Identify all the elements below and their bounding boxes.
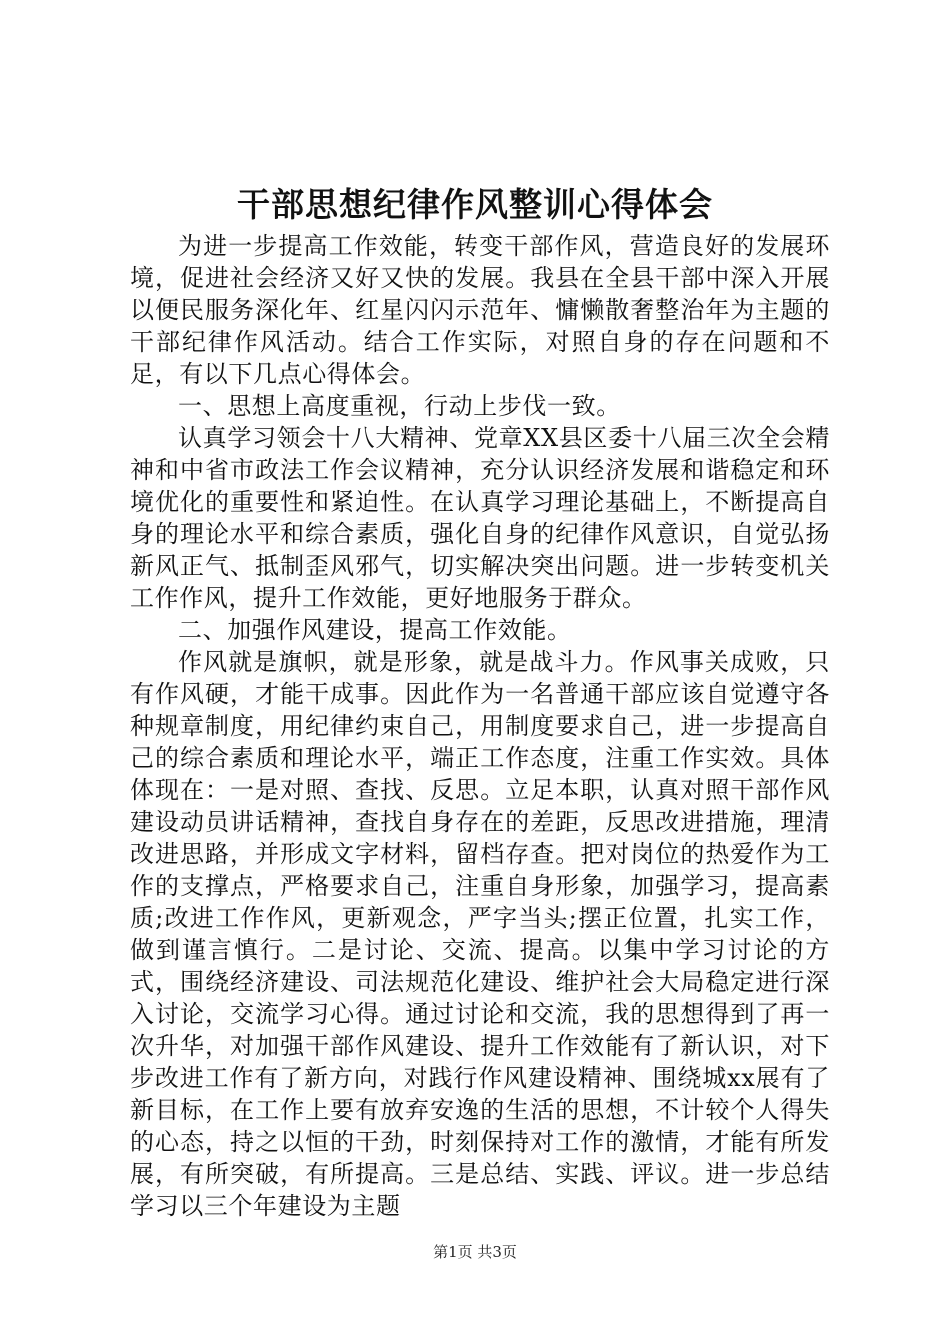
page-number: 第1页 共3页 — [433, 1243, 517, 1261]
section-heading-2: 二、加强作风建设，提高工作效能。 — [178, 616, 572, 644]
section-heading-1: 一、思想上高度重视，行动上步伐一致。 — [178, 392, 621, 420]
document-body — [130, 230, 830, 1222]
paragraph-section-2: 作风就是旗帜，就是形象，就是战斗力。作风事关成败，只有作风硬，才能干成事。因此作为一名普通干部应该自觉遵守各种规章制度，用纪律约束自己，用制度要求自己，进一步提高自己的综合素质和理论水平，端正工作态度，注重工作实效。具体体现在：一是对照、查找、反思。立足本职，认真对照干部作风建设动员讲话精神，查找自身存在的差距，反思改进措施，理清改进思路，并形成文字材料，留档存查。把对岗位的热爱作为工作的支撑点，严格要求自己，注重自身形象，加强学习，提高素质;改进工作作风，更新观念，严字当头;摆正位置，扎实工作，做到谨言慎行。二是讨论、交流、提高。以集中学习讨论的方式，围绕经济建设、司法规范化建设、维护社会大局稳定进行深入讨论，交流学习心得。通过讨论和交流，我的思想得到了再一次升华，对加强干部作风建设、提升工作效能有了新认识，对下步改进工作有了新方向，对践行作风建设精神、围绕城xx展有了新目标，在工作上要有放弃安逸的生活的思想，不计较个人得失的心态，持之以恒的干劲，时刻保持对工作的激情，才能有所发展，有所突破，有所提高。三是总结、实践、评议。进一步总结学习以三个年建设为主题 — [130, 648, 830, 1220]
paragraph-section-1: 认真学习领会十八大精神、党章XX县区委十八届三次全会精神和中省市政法工作会议精神，充分认识经济发展和谐稳定和环境优化的重要性和紧迫性。在认真学习理论基础上，不断提高自身的理论水平和综合素质，强化自身的纪律作风意识，自觉弘扬新风正气、抵制歪风邪气，切实解决突出问题。进一步转变机关工作作风，提升工作效能，更好地服务于群众。 — [130, 424, 830, 612]
paragraph-intro: 为进一步提高工作效能，转变干部作风，营造良好的发展环境，促进社会经济又好又快的发展。我县在全县干部中深入开展以便民服务深化年、红星闪闪示范年、慵懒散奢整治年为主题的干部纪律作风活动。结合工作实际，对照自身的存在问题和不足，有以下几点心得体会。 — [130, 232, 830, 388]
document-title: 干部思想纪律作风整训心得体会 — [237, 185, 713, 224]
